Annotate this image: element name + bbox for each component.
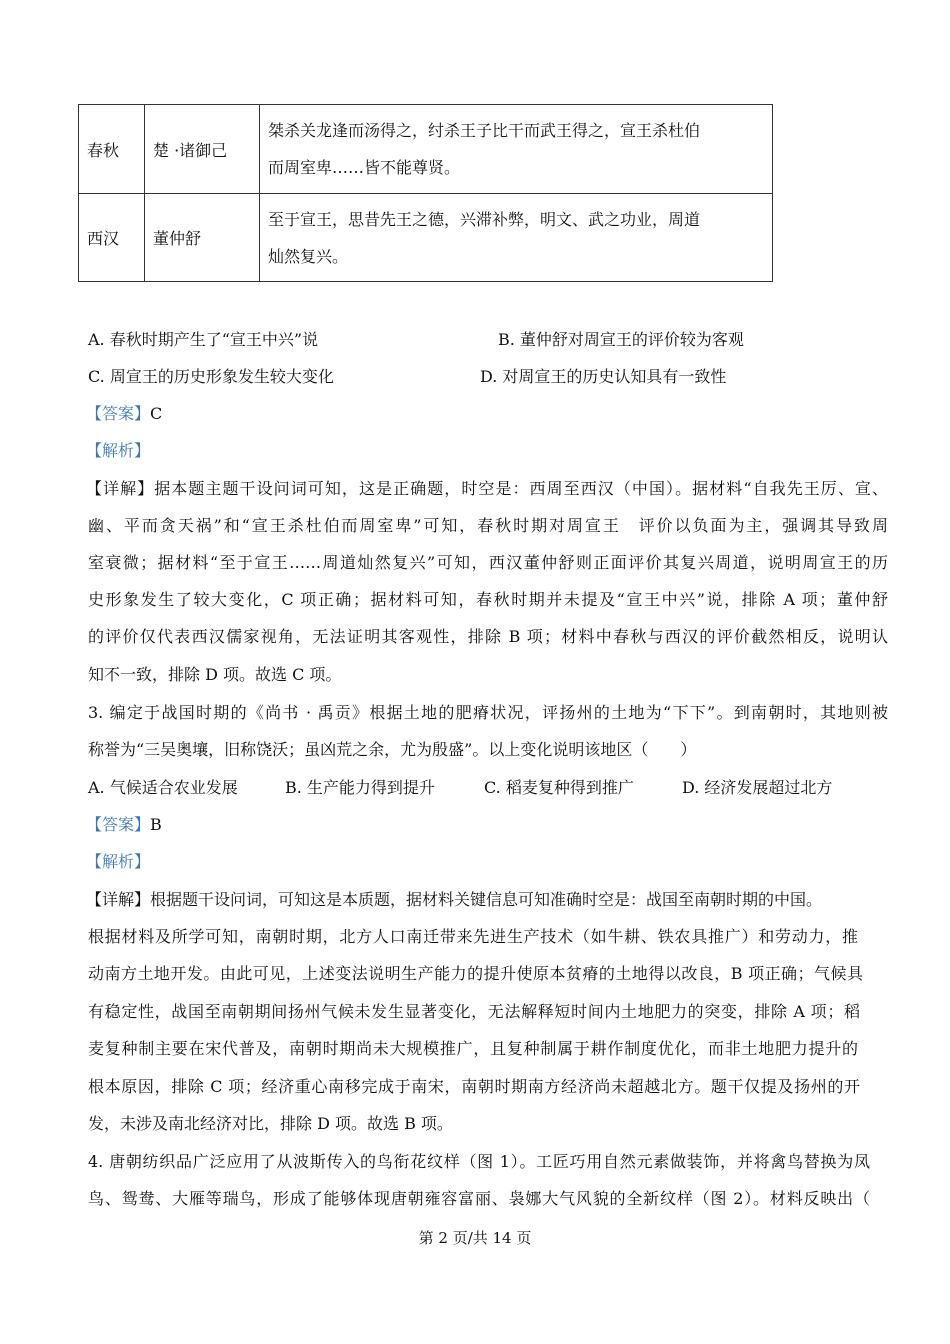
answer-tag: 【答案】: [86, 404, 151, 423]
option-a: A. 春秋时期产生了“宣王中兴”说: [88, 330, 319, 349]
answer-value: C: [150, 404, 163, 423]
detail-line: 知不一致，排除 D 项。故选 C 项。: [88, 665, 342, 684]
page-footer: 第 2 页/共 14 页: [418, 1229, 532, 1247]
table-row: [79, 194, 773, 282]
option-c: C. 稻麦复种得到推广: [484, 778, 634, 797]
quote-cell: [260, 105, 773, 194]
question-stem: 称誉为“三吴奥壤，旧称饶沃；虽凶荒之余，尤为殷盛”。以上变化说明该地区（ ）: [88, 740, 697, 759]
option-c: C. 周宣王的历史形象发生较大变化: [88, 367, 334, 386]
answer: [86, 404, 162, 424]
detail-text: 据本题主题干设问词可知，这是正确题，时空是：西周至西汉（中国）。据材料“自我先王厉、宣、: [154, 479, 888, 498]
answer-value: B: [150, 815, 162, 834]
analysis-tag: 【解析】: [86, 852, 151, 871]
era-cell: 西汉: [79, 194, 145, 282]
detail-line: 根据材料及所学可知，南朝时期，北方人口南迁带来先进生产技术（如牛耕、铁农具推广）和劳动力，推: [88, 927, 858, 946]
detail-line: 动南方土地开发。由此可见，上述变法说明生产能力的提升使原本贫瘠的土地得以改良，B 项正确；气候具: [88, 964, 863, 983]
option-d: D. 对周宣王的历史认知具有一致性: [480, 367, 727, 386]
answer-tag: 【答案】: [86, 815, 151, 834]
source-cell: 楚 ·诸御己: [145, 105, 260, 194]
analysis-tag: 【解析】: [86, 441, 151, 460]
detail-line: 麦复种制主要在宋代普及，南朝时期尚未大规模推广，且复种制属于耕作制度优化，而非土地肥力提升的: [88, 1039, 858, 1058]
option-d: D. 经济发展超过北方: [682, 778, 833, 797]
quote-line: 桀杀关龙逢而汤得之，纣杀王子比干而武王得之，宣王杀杜伯: [268, 121, 701, 140]
era-cell: 春秋: [79, 105, 145, 194]
option-b: B. 生产能力得到提升: [285, 778, 435, 797]
detail-line: 有稳定性，战国至南朝期间扬州气候未发生显著变化，无法解释短时间内土地肥力的突变，排除 A 项；稻: [88, 1002, 860, 1021]
detail-line: 室衰微；据材料“至于宣王……周道灿然复兴”可知，西汉董仲舒则正面评价其复兴周道，说明周宣王的历: [88, 553, 888, 572]
detail-line: 幽、平而贪天祸”和“宣王杀杜伯而周室卑”可知，春秋时期对周宣王 评价以负面为主，强调其导致周: [88, 516, 888, 535]
quote-line: 灿然复兴。: [268, 246, 349, 266]
table-row: [79, 105, 773, 194]
answer: [86, 815, 162, 835]
detail-line: [86, 890, 822, 910]
quote-line: 至于宣王，思昔先王之德，兴滞补弊，明文、武之功业，周道: [268, 209, 701, 229]
question-stem: 3. 编定于战国时期的《尚书 · 禹贡》根据土地的肥瘠状况，评扬州的土地为“下下”。到南朝时，其地则被: [88, 703, 888, 722]
quote-line: 而周室卑……皆不能尊贤。: [268, 158, 461, 177]
source-cell: 董仲舒: [145, 194, 260, 282]
detail-line: [86, 479, 888, 499]
detail-tag: 【详解】: [86, 890, 151, 909]
option-a: A. 气候适合农业发展: [88, 778, 238, 797]
question-stem: 4. 唐朝纺织品广泛应用了从波斯传入的鸟衔花纹样（图 1）。工匠巧用自然元素做装饰，并将禽鸟替换为凤: [88, 1152, 870, 1171]
question-stem: 鸟、鸳鸯、大雁等瑞鸟，形成了能够体现唐朝雍容富丽、袅娜大气风貌的全新纹样（图 2）。材料反映出（: [88, 1189, 870, 1208]
option-b: B. 董仲舒对周宣王的评价较为客观: [498, 330, 744, 349]
detail-line: 史形象发生了较大变化，C 项正确；据材料可知，春秋时期并未提及“宣王中兴”说，排除 A 项；董仲舒: [88, 590, 888, 609]
detail-line: 的评价仅代表西汉儒家视角，无法证明其客观性，排除 B 项；材料中春秋与西汉的评价截然相反，说明认: [88, 627, 888, 646]
material-table: [78, 104, 773, 282]
detail-line: 发，未涉及南北经济对比，排除 D 项。故选 B 项。: [88, 1114, 453, 1133]
detail-text: 根据题干设问词，可知这是本质题，据材料关键信息可知准确时空是：战国至南朝时期的中国。: [150, 890, 823, 909]
detail-line: 根本原因，排除 C 项；经济重心南移完成于南宋，南朝时期南方经济尚未超越北方。题干仅提及扬州的开: [88, 1077, 860, 1096]
quote-cell: [260, 194, 773, 282]
detail-tag: 【详解】: [86, 479, 155, 498]
